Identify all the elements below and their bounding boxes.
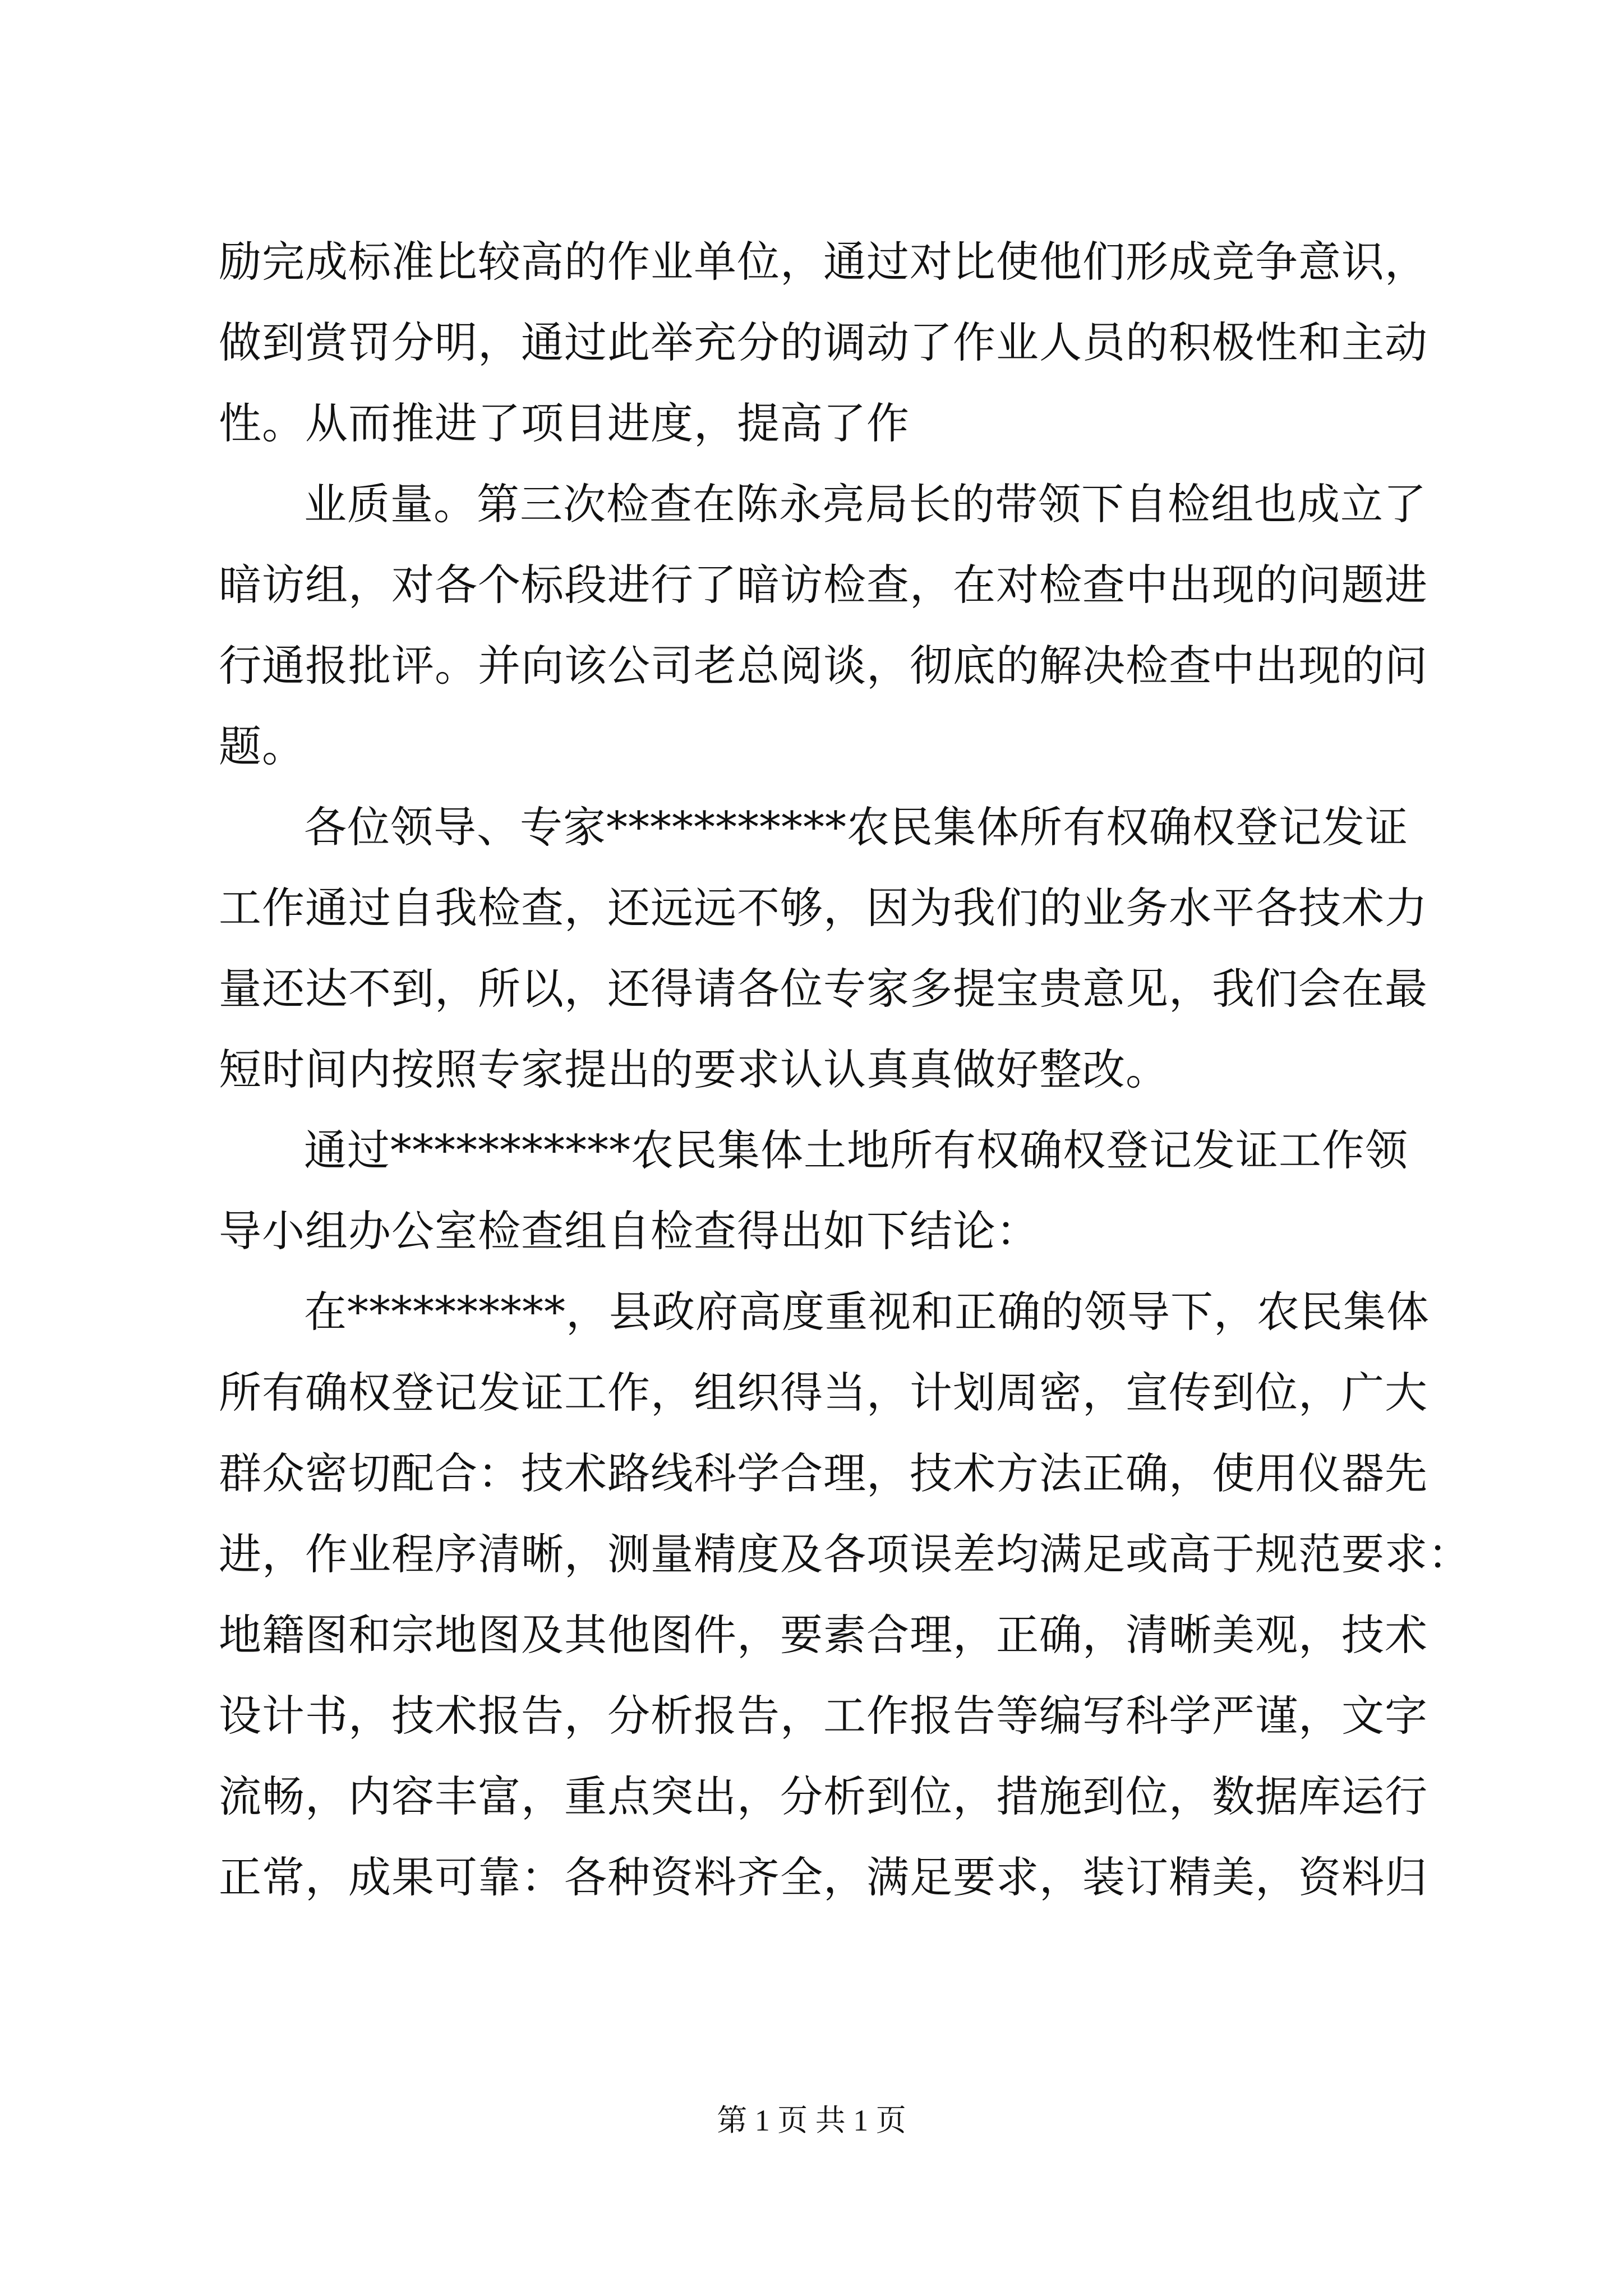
body-line: 群众密切配合：技术路线科学合理，技术方法正确，使用仪器先 [219, 1448, 1428, 1498]
body-line: 题。 [219, 721, 305, 771]
body-line: 通过***********农民集体土地所有权确权登记发证工作领 [304, 1125, 1408, 1175]
body-line: 正常，成果可靠：各种资料齐全，满足要求，装订精美，资料归 [219, 1852, 1428, 1902]
body-line: 所有确权登记发证工作，组织得当，计划周密，宣传到位，广大 [219, 1368, 1428, 1418]
body-line: 短时间内按照专家提出的要求认认真真做好整改。 [219, 1045, 1169, 1094]
body-line: 导小组办公室检查组自检查得出如下结论： [219, 1206, 1039, 1256]
document-body [219, 222, 1471, 1918]
body-line: 励完成标准比较高的作业单位，通过对比使他们形成竞争意识， [219, 237, 1428, 287]
body-line: 做到赏罚分明，通过此举充分的调动了作业人员的积极性和主动 [219, 318, 1428, 367]
body-line: 业质量。第三次检查在陈永亮局长的带领下自检组也成立了 [304, 479, 1427, 529]
body-line: 工作通过自我检查，还远远不够，因为我们的业务水平各技术力 [219, 883, 1428, 933]
body-line: 行通报批评。并向该公司老总阅谈，彻底的解决检查中出现的问 [219, 641, 1428, 691]
body-line: 在**********，县政府高度重视和正确的领导下，农民集体 [304, 1287, 1430, 1337]
body-line: 地籍图和宗地图及其他图件，要素合理，正确，清晰美观，技术 [219, 1610, 1428, 1660]
body-line: 暗访组，对各个标段进行了暗访检查，在对检查中出现的问题进 [219, 560, 1428, 610]
body-line: 设计书，技术报告，分析报告，工作报告等编写科学严谨，文字 [219, 1691, 1428, 1741]
page-number-footer: 第 1 页 共 1 页 [717, 2104, 906, 2137]
body-line: 流畅，内容丰富，重点突出，分析到位，措施到位，数据库运行 [219, 1772, 1428, 1821]
body-line: 性。从而推进了项目进度，提高了作 [219, 398, 910, 448]
body-line: 进，作业程序清晰，测量精度及各项误差均满足或高于规范要求： [219, 1529, 1471, 1579]
body-line: 各位领导、专家***********农民集体所有权确权登记发证 [304, 802, 1408, 852]
body-line: 量还达不到，所以，还得请各位专家多提宝贵意见，我们会在最 [219, 964, 1428, 1014]
